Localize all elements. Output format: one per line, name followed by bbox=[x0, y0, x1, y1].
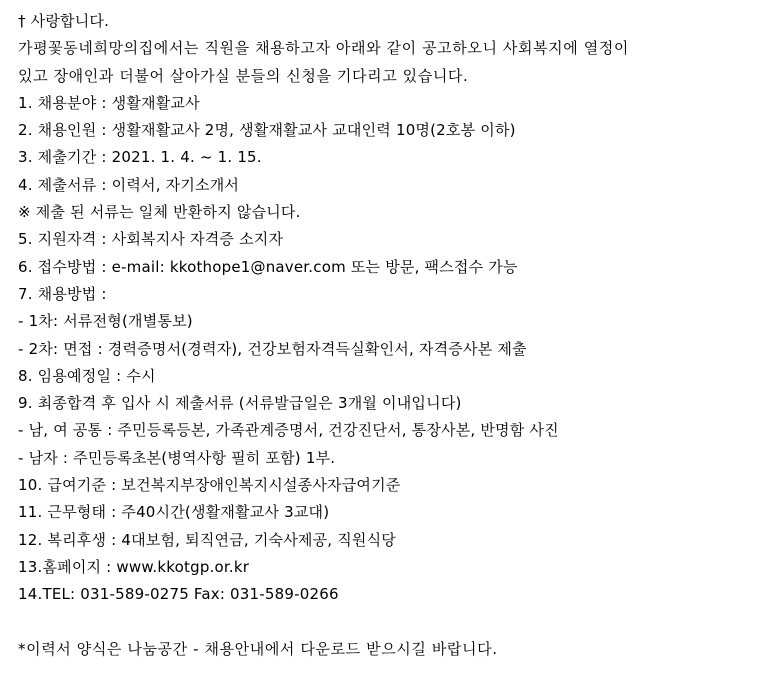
intro-line-1: 가평꽃동네희망의집에서는 직원을 채용하고자 아래와 같이 공고하오니 사회복지에 열정이 bbox=[18, 39, 629, 58]
footer-note: *이력서 양식은 나눔공간 - 채용안내에서 다운로드 받으시길 바랍니다. bbox=[18, 639, 498, 658]
greeting-line: † 사랑합니다. bbox=[18, 12, 110, 30]
item-final-documents: 9. 최종합격 후 입사 시 제출서류 (서류발급일은 3개월 이내입니다) bbox=[18, 394, 462, 413]
item-work-type: 11. 근무형태 : 주40시간(생활재활교사 3교대) bbox=[18, 503, 330, 522]
selection-step-1: - 1차: 서류전형(개별통보) bbox=[18, 312, 193, 331]
blank-line bbox=[18, 609, 763, 636]
item-recruitment-count: 2. 채용인원 : 생활재활교사 2명, 생활재활교사 교대인력 10명(2호봉 이하) bbox=[18, 121, 516, 140]
job-posting-document bbox=[18, 8, 763, 663]
item-selection-method: 7. 채용방법 : bbox=[18, 284, 107, 303]
note-documents-not-returned: ※ 제출 된 서류는 일체 반환하지 않습니다. bbox=[18, 203, 301, 222]
final-documents-male: - 남자 : 주민등록초본(병역사항 필히 포함) 1부. bbox=[18, 448, 336, 467]
final-documents-common: - 남, 여 공통 : 주민등록등본, 가족관계증명서, 건강진단서, 통장사본, 반명함 사진 bbox=[18, 421, 559, 440]
item-homepage: 13.홈페이지 : www.kkotgp.or.kr bbox=[18, 557, 250, 576]
item-submission-documents: 4. 제출서류 : 이력서, 자기소개서 bbox=[18, 175, 240, 194]
item-benefits: 12. 복리후생 : 4대보험, 퇴직연금, 기숙사제공, 직원식당 bbox=[18, 530, 396, 549]
intro-line-2: 있고 장애인과 더불어 살아가실 분들의 신청을 기다리고 있습니다. bbox=[18, 66, 469, 85]
item-qualification: 5. 지원자격 : 사회복지사 자격증 소지자 bbox=[18, 230, 284, 249]
item-application-method: 6. 접수방법 : e-mail: kkothope1@naver.com 또는 방문, 팩스접수 가능 bbox=[18, 257, 518, 276]
item-submission-period: 3. 제출기간 : 2021. 1. 4. ~ 1. 15. bbox=[18, 148, 262, 167]
item-appointment-date: 8. 임용예정일 : 수시 bbox=[18, 366, 156, 385]
item-contact: 14.TEL: 031-589-0275 Fax: 031-589-0266 bbox=[18, 585, 339, 604]
selection-step-2: - 2차: 면접 : 경력증명서(경력자), 건강보험자격득실확인서, 자격증사본 제출 bbox=[18, 339, 527, 358]
item-salary-standard: 10. 급여기준 : 보건복지부장애인복지시설종사자급여기준 bbox=[18, 476, 401, 495]
item-recruitment-field: 1. 채용분야 : 생활재활교사 bbox=[18, 93, 200, 112]
